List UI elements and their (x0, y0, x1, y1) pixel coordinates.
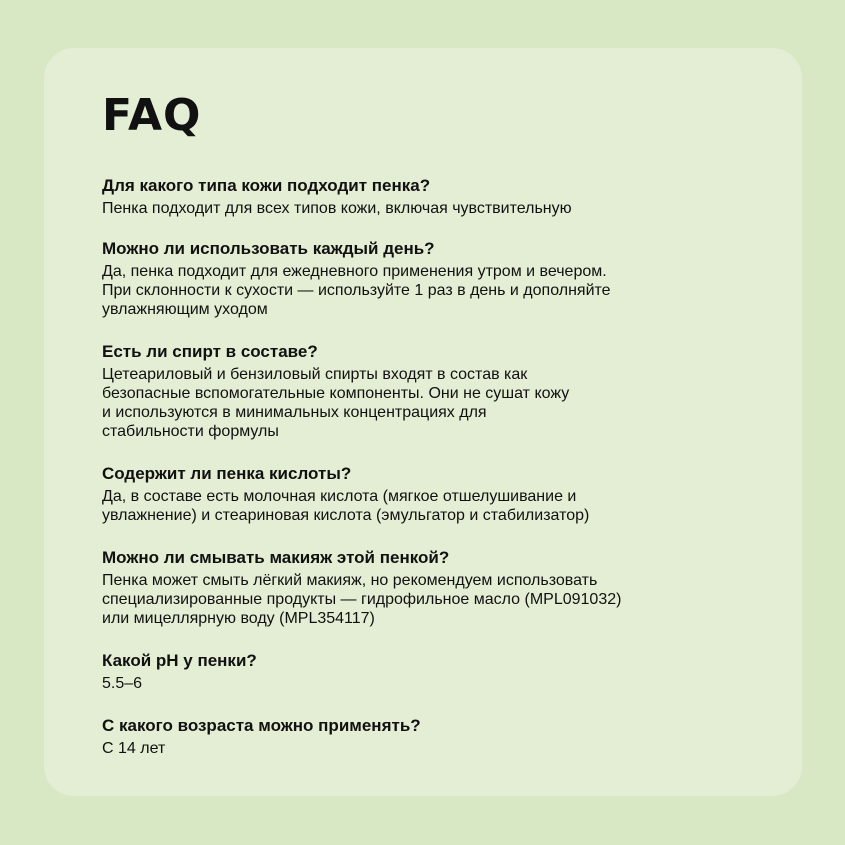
faq-answer: Пенка подходит для всех типов кожи, включая чувствительную (102, 200, 572, 217)
faq-item (102, 464, 752, 525)
faq-question: Для какого типа кожи подходит пенка? (102, 176, 431, 195)
faq-question: С какого возраста можно применять? (102, 716, 421, 735)
faq-item (102, 548, 752, 628)
faq-answer: Цетеариловый и бензиловый спирты входят в состав как безопасные вспомогательные компоненты. Они не сушат кожу и используются в минимальных концентрациях для стабильности формулы (102, 366, 570, 440)
faq-item (102, 239, 752, 319)
faq-item (102, 342, 752, 441)
faq-question: Можно ли использовать каждый день? (102, 239, 435, 258)
faq-answer: 5.5–6 (102, 675, 143, 692)
faq-answer: С 14 лет (102, 740, 166, 757)
faq-item (102, 176, 752, 218)
faq-answer: Пенка может смыть лёгкий макияж, но рекомендуем использовать специализированные продукты — гидрофильное масло (MPL091032) или мицеллярную воду (MPL354117) (102, 572, 622, 627)
faq-answer: Да, пенка подходит для ежедневного применения утром и вечером. При склонности к сухости — используйте 1 раз в день и дополняйте увлажняющим уходом (102, 263, 611, 318)
faq-item (102, 651, 752, 693)
faq-question: Содержит ли пенка кислоты? (102, 464, 352, 483)
page-title: FAQ (102, 90, 202, 141)
faq-item (102, 716, 752, 758)
faq-question: Можно ли смывать макияж этой пенкой? (102, 548, 450, 567)
faq-question: Есть ли спирт в составе? (102, 342, 318, 361)
faq-answer: Да, в составе есть молочная кислота (мягкое отшелушивание и увлажнение) и стеариновая кислота (эмульгатор и стабилизатор) (102, 488, 590, 524)
faq-question: Какой pH у пенки? (102, 651, 257, 670)
